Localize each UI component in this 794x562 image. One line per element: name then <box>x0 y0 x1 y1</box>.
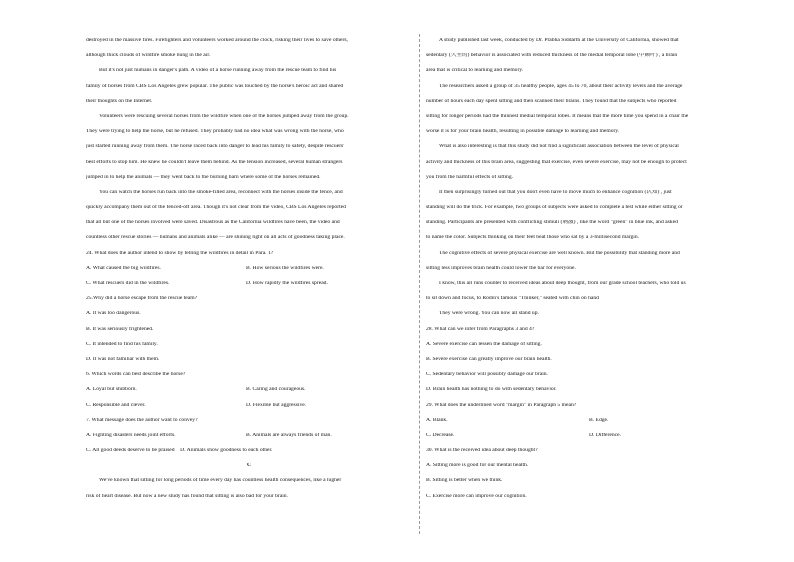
option-b: B. It was seriously frightened. <box>86 326 154 332</box>
option-c: C. It intended to find his family. <box>86 341 158 347</box>
option-a: A. Severe exercise can lessen the damage of sitting. <box>426 341 542 347</box>
text-line: A study published last week, conducted by Dr. Prabha Siddarth at the University of California, showed that <box>439 38 679 43</box>
option-a: A. What caused the big wildfires. <box>86 265 161 271</box>
section-heading: C <box>246 463 252 469</box>
question-24-options-cd <box>86 281 412 296</box>
text-line: jumped in to help the animals — they went back to the burning barn where some of the horses remained. <box>86 174 321 180</box>
text-line: number of hours each day spent sitting and then scanned their brains. They found that the subjects who reported <box>426 98 677 104</box>
text-line: to name the color. Subjects thinking on their feet beat those who sat by a 3-millisecond margin. <box>426 235 640 241</box>
text-line: to sit down and focus, to Rodin's famous "Thinker," seated with chin on hand <box>426 296 599 302</box>
option-c: C. All good deeds deserve to be praised <box>86 448 175 454</box>
text-line: I know, this all runs counter to received ideas about deep thought, from our grade school teachers, who told us <box>439 281 686 286</box>
option-a: A. It was too dangerous. <box>86 311 141 317</box>
option-c: C. Exercise more can improve our cognition. <box>426 493 527 499</box>
text-line: It then surprisingly turned out that you don't even have to move much to enhance cognition (认知) , just <box>439 189 672 195</box>
text-line: worse it is for your brain health, resulting in possible damage to learning and memory. <box>426 129 620 135</box>
question-29-options-ab <box>426 418 726 433</box>
option-c: C. Responsible and clever. <box>86 402 146 408</box>
text-line: just started running away from them. The horse raced back into danger to lead his family to safety, despite rescuers' <box>86 144 345 150</box>
question-26-options-cd <box>86 403 412 418</box>
text-line: They were wrong. You can now all stand up. <box>439 311 539 317</box>
text-line: We've known that sitting for long periods of time every day has countless health consequences, like a higher <box>99 478 342 484</box>
text-line: although thick clouds of wildfire smoke hung in the air. <box>86 53 211 59</box>
text-line: countless other rescue stories — humans and animals alike — are shining light on all acts of goodness taking place. <box>86 235 345 241</box>
text-line: You can watch the horses run back into the smoke-filled area, reconnect with the horses inside the fence, and <box>99 189 343 195</box>
question-26-stem: 6. Which words can best describe the horse? <box>86 372 186 378</box>
text-line: area that is critical to learning and memory. <box>426 68 524 74</box>
text-line: you from the harmful effects of sitting. <box>426 174 514 180</box>
text-line: sedentary (久坐的) behavior is associated with reduced thickness of the medial temporal lobe (中颞叶) , a brain <box>426 53 678 59</box>
option-b: B. Severe exercise can greatly improve our brain health. <box>426 356 552 362</box>
option-d: D. Flexible but aggressive. <box>246 402 307 408</box>
option-b: B. Caring and courageous. <box>246 387 306 393</box>
option-a: A. Loyal but stubborn. <box>86 387 137 393</box>
text-line: quickly accompany them out of the fenced-off area. Though it's not clear from the video, CBS Los Angeles reported <box>86 205 346 211</box>
question-24-stem: 24. What does the author intend to show by telling the wildfires in detail in Para. 1? <box>86 250 274 256</box>
text-line: standing. Participants are presented with conflicting stimuli (刺激) , like the word "green" in blue ink, and asked <box>426 220 678 226</box>
question-27-options-cd <box>86 448 412 463</box>
option-c: C. Decrease. <box>426 432 455 438</box>
text-line: activity and thickness of this brain area, suggesting that exercise, even severe exercise, may not be enough to protect <box>426 159 687 165</box>
option-c: C. What rescuers did in the wildfires. <box>86 281 170 286</box>
option-d: D. Brain health has nothing to do with sedentary behavior. <box>426 387 557 393</box>
right-column <box>426 38 726 509</box>
text-line: sitting for longer periods had the thinnest medial temporal lobes. It means that the more time you spend in a chair the <box>426 113 689 119</box>
question-29-options-cd <box>426 433 726 448</box>
text-line: The researchers asked a group of 35 healthy people, ages 45 to 70, about their activity levels and the average <box>439 83 683 89</box>
option-d: D. Animals show goodness to each other. <box>180 448 273 454</box>
text-line: destroyed in the massive fires. Firefighters and volunteers worked around the clock, risking their lives to save others, <box>86 38 348 43</box>
text-line: But it's not just humans in danger's path. A video of a horse running away from the rescue team to find his <box>99 68 337 74</box>
question-27-options-ab <box>86 433 412 448</box>
option-b: B. Edge. <box>589 417 609 423</box>
question-24-options-ab <box>86 266 412 281</box>
option-b: B. How serious the wildfires were. <box>246 265 324 271</box>
question-25-stem: 25.Why did a horse escape from the rescue team? <box>86 296 198 302</box>
text-line: family of horses from CBS Los Angeles grew popular. The public was touched by the horse's heroic act and shared <box>86 83 344 89</box>
left-column <box>86 38 412 509</box>
question-28-stem: 28. What can we infer from Paragraphs 3 and 4? <box>426 326 535 332</box>
option-c: C. Sedentary behavior will possibly damage our brain. <box>426 372 548 378</box>
question-29-stem: 29. What does the underlined word "margin" in Paragraph 5 mean? <box>426 402 577 408</box>
text-line: risk of heart disease. But now a new study has found that sitting is also bad for your brain. <box>86 493 288 499</box>
option-a: A. Fighting disasters needs joint efforts. <box>86 432 176 438</box>
text-line: sitting less improves brain health could lower the bar for everyone. <box>426 265 576 271</box>
text-line: They were trying to help the horse, but he refused. They probably had no idea what was wrong with the horse, who <box>86 129 344 135</box>
option-a: A. Sitting more is good for our mental health. <box>426 463 529 469</box>
text-line: Volunteers were rescuing several horses from the wildfire when one of the horses jumped away from the group. <box>99 113 349 119</box>
text-line: What is also interesting is that this study did not find a significant association between the level of physical <box>439 144 679 150</box>
option-d: D. How rapidly the wildfires spread. <box>246 281 328 286</box>
option-a: A. Blank. <box>426 417 448 423</box>
text-line: standing will do the trick. For example, two groups of subjects were asked to complete a test while either sitting or <box>426 205 683 211</box>
question-27-stem: 7. What message does the author want to convey? <box>86 417 198 423</box>
text-line: The cognitive effects of severe physical exercise are well known. But the possibility that standing more and <box>439 250 680 256</box>
option-d: D. It was not familiar with them. <box>86 356 160 362</box>
column-divider <box>419 34 420 534</box>
option-d: D. Difference. <box>589 432 622 438</box>
text-line: that all but one of the horses involved were saved. Disastrous as the California wildfires have been, the video and <box>86 220 340 226</box>
text-line: best efforts to stop him. He knew he couldn't leave them behind. As the tension increased, several human strangers <box>86 159 343 165</box>
question-30-stem: 30. What is the received idea about deep thought? <box>426 448 538 454</box>
text-line: their thoughts on the Internet. <box>86 98 153 104</box>
option-b: B. Sitting is better when we think. <box>426 478 503 484</box>
option-b: B. Animals are always friends of man. <box>246 432 332 438</box>
question-26-options-ab <box>86 387 412 402</box>
